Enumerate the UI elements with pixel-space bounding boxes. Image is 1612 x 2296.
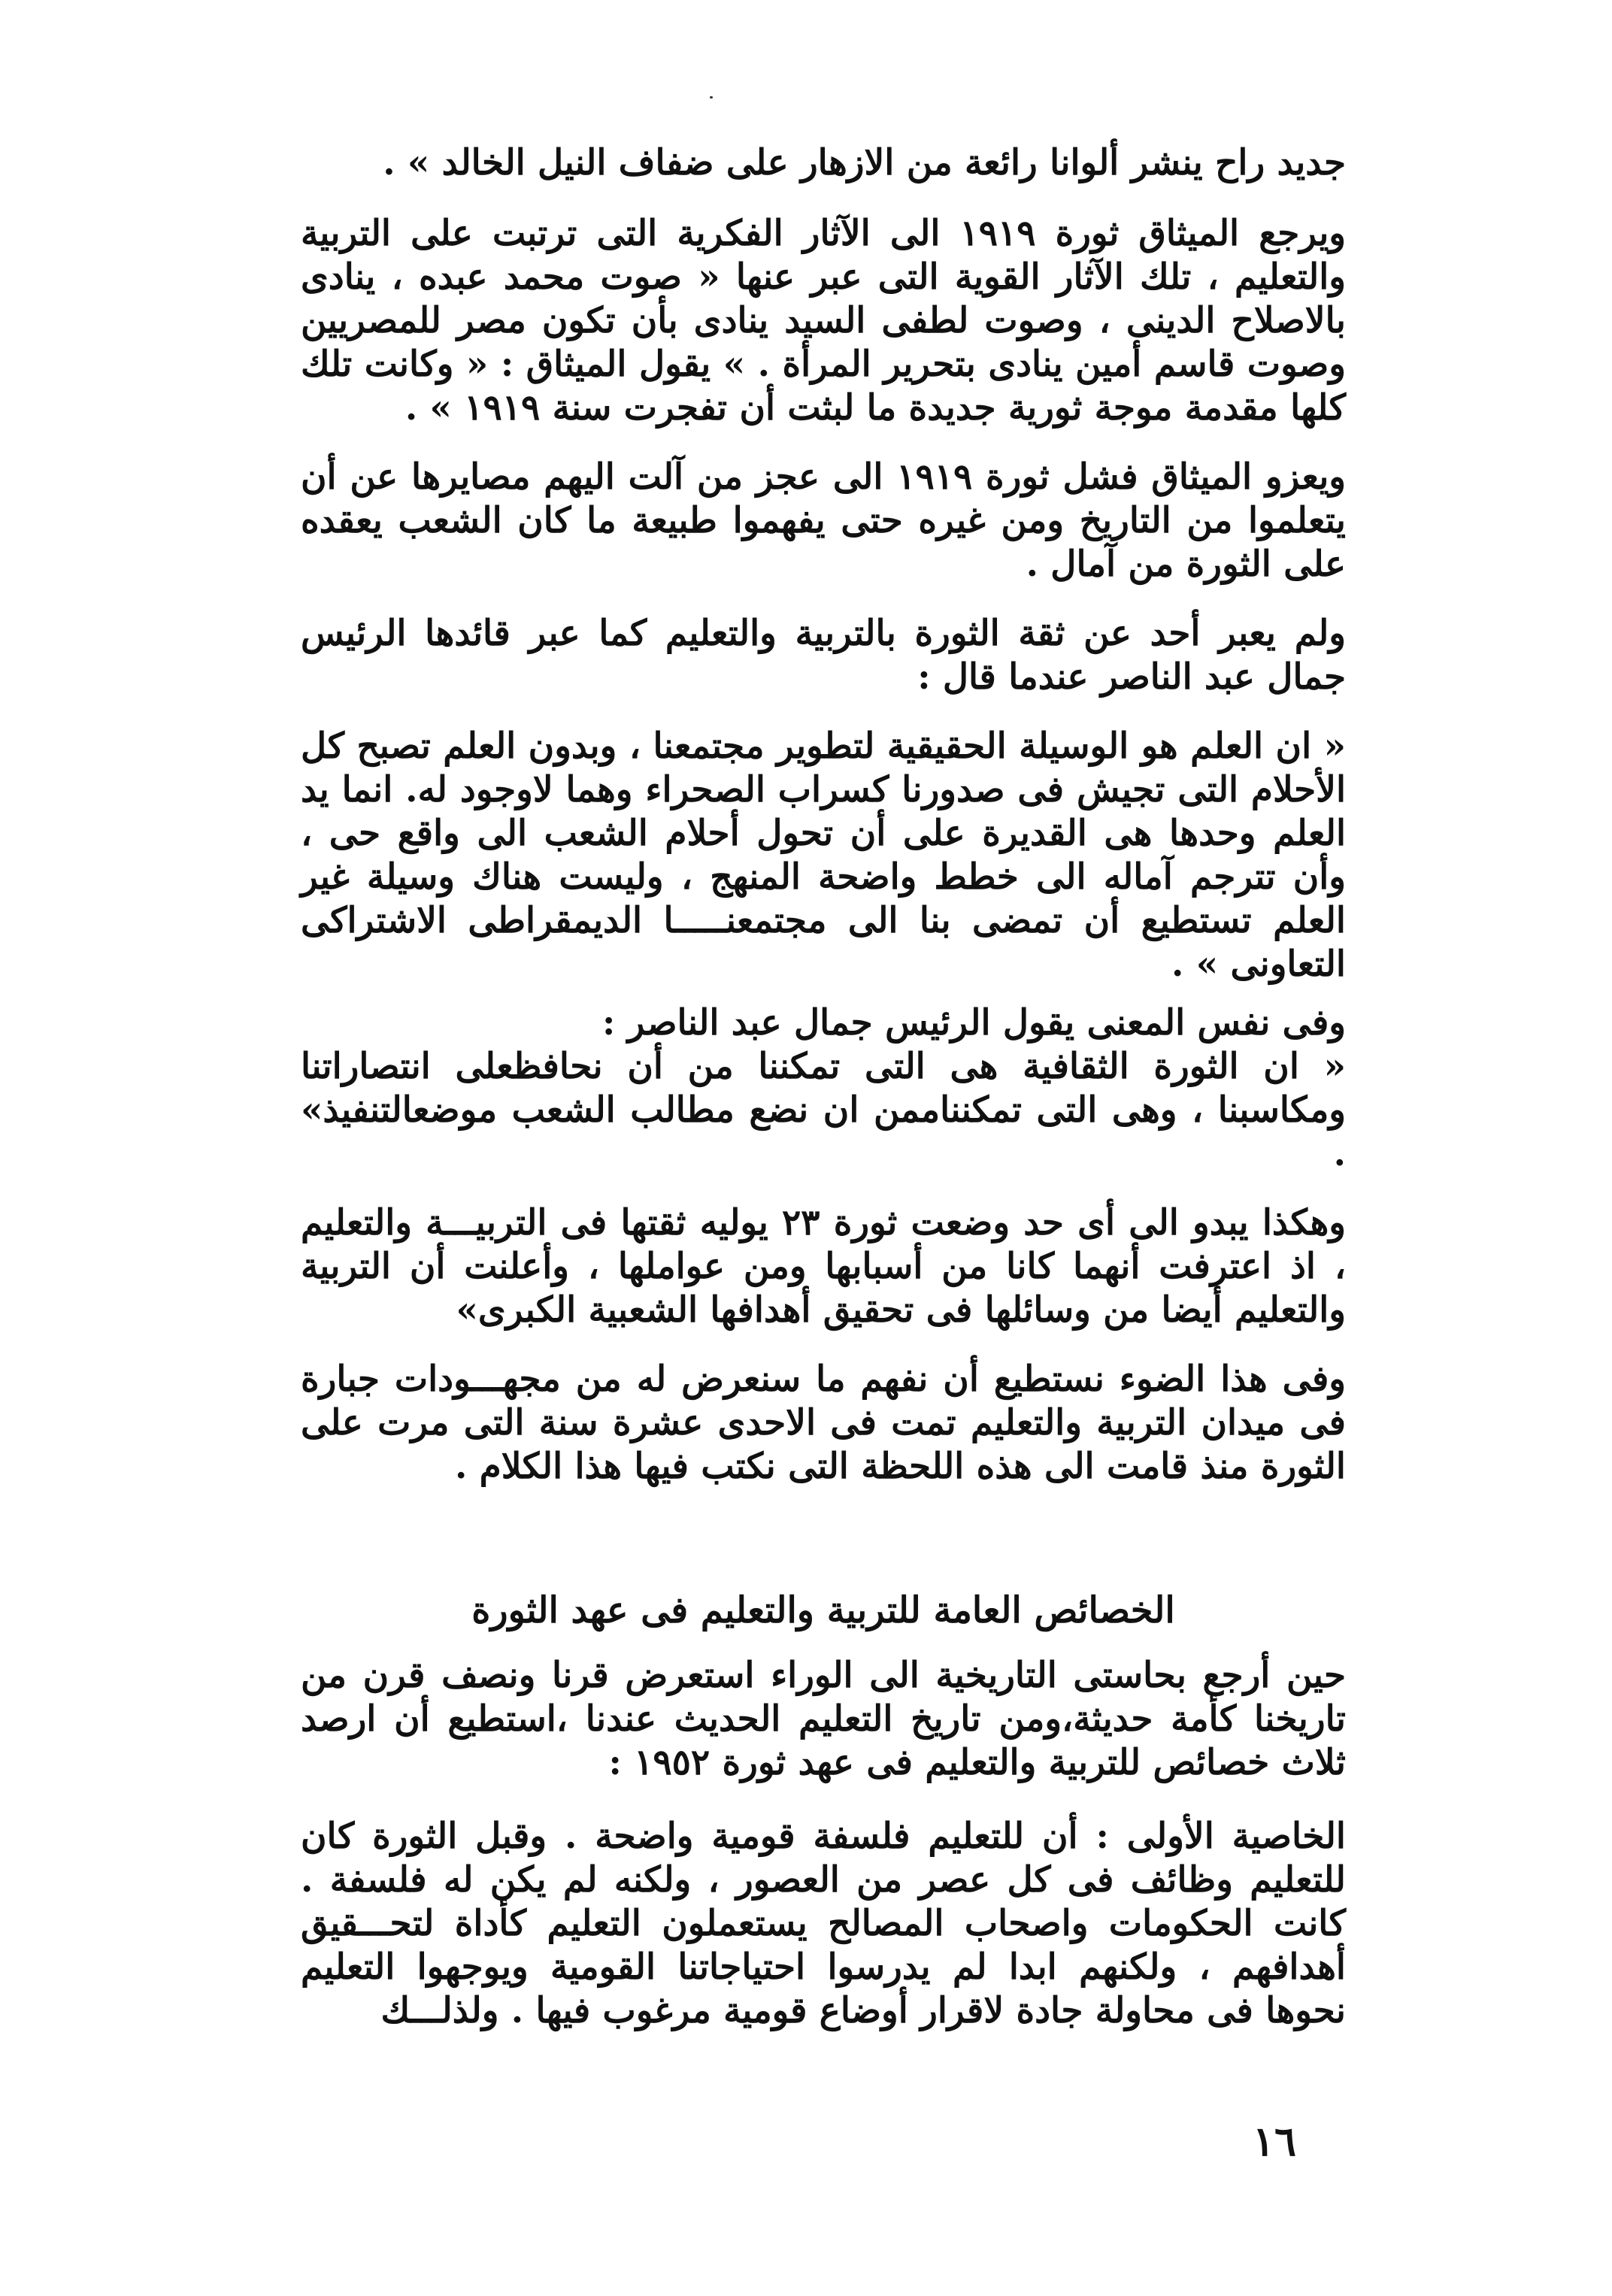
paragraph-6: وفى نفس المعنى يقول الرئيس جمال عبد الناصر : <box>601 1002 1346 1043</box>
paragraph-2: ويرجع الميثاق ثورة ١٩١٩ الى الآثار الفكرية التى ترتبت على التربية والتعليم ، تلك الآثار القوية التى عبر عنها « صوت محمد عبده ، ينادى بالاصلاح الدينى ، وصوت لطفى السيد ينادى بأن تكون مصر للمصريين وصوت قاسم أمين ينادى بتحرير المرأة . » يقول الميثاق : « وكانت تلك كلها مقدمة موجة ثورية جديدة ما لبثت أن تفجرت سنة ١٩١٩ » . <box>301 213 1346 429</box>
paragraph-7-quote: « ان الثورة الثقافية هى التى تمكننا من أن نحافظعلى انتصاراتنا ومكاسبنا ، وهى التى تمكنناممن ان نضع مطالب الشعب موضعالتنفيذ» . <box>301 1046 1346 1174</box>
body-text-lower <box>301 1654 1346 2033</box>
paragraph-1: جديد راح ينشر ألوانا رائعة من الازهار على ضفاف النيل الخالد » . <box>383 142 1346 183</box>
paragraph-11: الخاصية الأولى : أن للتعليم فلسفة قومية واضحة . وقبل الثورة كان للتعليم وظائف فى كل عصر من العصور ، ولكنه لم يكن له فلسفة . كانت الحكومات واصحاب المصالح يستعملون التعليم كأداة لتحـــقيق أهدافهم ، ولكنهم ابدا لم يدرسوا احتياجاتنا القومية ويوجهوا التعليم نحوها فى محاولة جادة لاقرار أوضاع قومية مرغوب فيها . ولذلـــك <box>301 1816 1346 2031</box>
page-number: ١٦ <box>1252 2117 1296 2165</box>
paragraph-9: وفى هذا الضوء نستطيع أن نفهم ما سنعرض له من مجهـــودات جبارة فى ميدان التربية والتعليم تمت فى الاحدى عشرة سنة التى مرت على الثورة منذ قامت الى هذه اللحظة التى نكتب فيها هذا الكلام . <box>301 1359 1346 1487</box>
section-heading: الخصائص العامة للتربية والتعليم فى عهد الثورة <box>471 1589 1175 1631</box>
paragraph-5-quote: « ان العلم هو الوسيلة الحقيقية لتطوير مجتمعنا ، وبدون العلم تصبح كل الأحلام التى تجيش فى صدورنا كسراب الصحراء وهما لاوجود له. انما يد العلم وحدها هى القديرة على أن تحول أحلام الشعب الى واقع حى ، وأن تترجم آماله الى خطط واضحة المنهج ، وليست هناك وسيلة غير العلم تستطيع أن تمضى بنا الى مجتمعنـــــا الديمقراطى الاشتراكى التعاونى » . <box>301 725 1346 985</box>
paragraph-3: ويعزو الميثاق فشل ثورة ١٩١٩ الى عجز من آلت اليهم مصايرها عن أن يتعلموا من التاريخ ومن غيره حتى يفهموا طبيعة ما كان الشعب يعقده على الثورة من آمال . <box>301 456 1346 585</box>
body-text-upper <box>301 141 1346 1489</box>
paragraph-8: وهكذا يبدو الى أى حد وضعت ثورة ٢٣ يوليه ثقتها فى التربيـــة والتعليم ، اذ اعترفت أنهما كانا من أسبابها ومن عواملها ، وأعلنت أن التربية والتعليم أيضا من وسائلها فى تحقيق أهدافها الشعبية الكبرى» <box>301 1202 1346 1331</box>
paragraph-4: ولم يعبر أحد عن ثقة الثورة بالتربية والتعليم كما عبر قائدها الرئيس جمال عبد الناصر عندما قال : <box>301 613 1346 698</box>
paragraph-10: حين أرجع بحاستى التاريخية الى الوراء استعرض قرنا ونصف قرن من تاريخنا كأمة حديثة،ومن تاريخ التعليم الحديث عندنا ،استطيع أن ارصد ثلاث خصائص للتربية والتعليم فى عهد ثورة ١٩٥٢ : <box>301 1655 1346 1783</box>
scan-speck <box>710 96 713 98</box>
